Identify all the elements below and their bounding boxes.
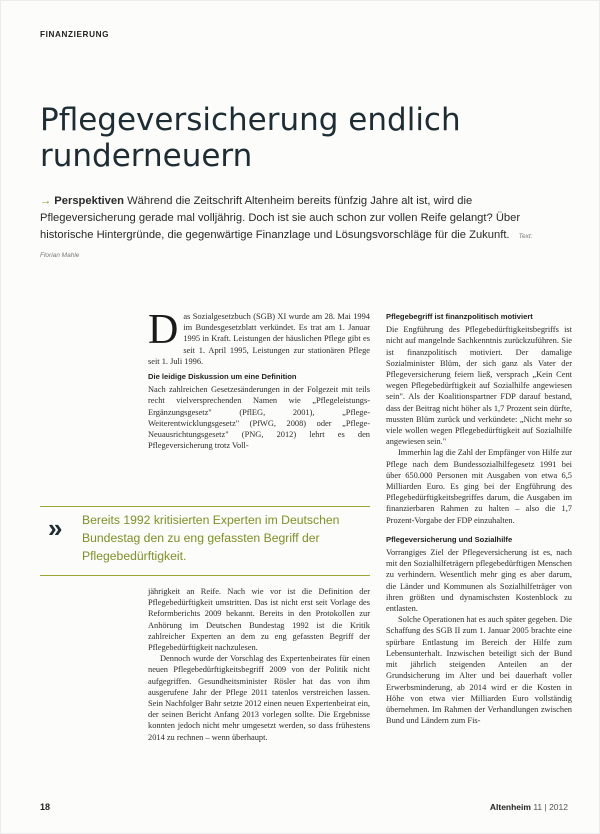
pull-quote xyxy=(40,506,370,576)
subheading: Pflegebegriff ist finanzpolitisch motiviert xyxy=(386,312,533,321)
body-paragraph: Die Engführung des Pflegebedürftigkeitsbegriffs ist nicht auf mangelnde Sachkenntnis zurückzuführen. Sie ist finanzpolitisch motiviert. Der damalige Sozialminister Blüm, der sich ganz als Vater der Pflegeversicherung feiern ließ, versprach „Kein Cent wegen Pflegebedürftigkeit auf Sozialhilfe angewiesen sein". Als der Koalitionspartner FDP darauf bestand, dass der Beitrag nicht höher als 1,7 Prozent sein dürfte, mussten Blüm zurück und verkündete: „Nicht mehr so viele wollen wegen Pflegebedürftigkeit auf Sozialhilfe angewiesen sein." xyxy=(386,325,572,447)
column-right xyxy=(386,311,572,726)
body-paragraph: Solche Operationen hat es auch später gegeben. Die Schaffung des SGB II zum 1. Januar 2005 brachte eine spürbare Entlastung im Bereich der Hilfe zum Lebensunterhalt. Inzwischen beteiligt sich der Bund mit jährlich steigenden Anteilen an der Grundsicherung im Alter und bei dauerhaft voller Erwerbsminderung, ab 2014 wird er die Kosten in Höhe von etwa vier Milliarden Euro vollständig übernehmen. Im Rahmen der Verhandlungen zwischen Bund und Ländern zum Fis- xyxy=(386,615,572,726)
magazine-footer xyxy=(490,802,568,812)
column-left-bottom xyxy=(148,586,370,743)
lead-paragraph xyxy=(40,193,550,264)
quote-mark-icon: » xyxy=(48,513,63,543)
subheading: Pflegeversicherung und Sozialhilfe xyxy=(386,534,513,544)
intro-text: as Sozialgesetzbuch (SGB) XI wurde am 28. Mai 1994 im Bundesgesetzblatt verkündet. Es trat am 1. Januar 1995 in Kraft. Leistungen der häuslichen Pflege gibt es seit 1. April 1995, Leistungen zur stationären Pflege seit 1. Juli 1996. xyxy=(148,312,370,366)
issue-number: 11 | 2012 xyxy=(533,802,568,812)
body-paragraph: Dennoch wurde der Vorschlag des Expertenbeirates für einen neuen Pflegebedürftigkeitsbegriff 2009 von der Politik nicht aufgegriffen. Gesundheitsminister Rösler hat das von ihm ausgerufene Jahr der Pflege 2011 tatenlos verstreichen lassen. Sein Nachfolger Bahr setzte 2012 einen neuen Expertenbeirat ein, der seinen Bericht Anfang 2013 vorlegen sollte. Die Ergebnisse konnten jedoch nicht mehr umgesetzt werden, so dass frühestens 2014 zu rechnen – wenn überhaupt. xyxy=(148,654,370,742)
lead-keyword: Perspektiven xyxy=(54,195,124,207)
intro-paragraph xyxy=(148,307,370,367)
column-left-top xyxy=(148,307,370,451)
pull-quote-text: Bereits 1992 kritisierten Experten im Deutschen Bundestag den zu eng gefassten Begriff der Pflegebedürftigkeit. xyxy=(82,513,340,563)
article-title: Pflegeversicherung endlich runderneuern xyxy=(40,102,461,174)
magazine-name: Altenheim xyxy=(489,802,531,812)
arrow-icon: → xyxy=(40,195,52,207)
drop-cap: D xyxy=(148,307,179,353)
lead-text: Während die Zeitschrift Altenheim bereits fünfzig Jahre alt ist, wird die Pflegeversicherung gerade mal volljährig. Doch ist sie auch schon zur vollen Reife gelangt? Über historische Hintergründe, die gegenwärtige Finanzlage und Lösungsvorschläge für die Zukunft. xyxy=(40,195,521,242)
subheading: Die leidige Diskussion um eine Definition xyxy=(148,372,297,382)
section-label: FINANZIERUNG xyxy=(40,30,110,39)
body-paragraph: jährigkeit an Reife. Nach wie vor ist die Definition der Pflegebedürftigkeit umstritten. Das ist nicht erst seit Vorlage des Reformberichts 2009 bekannt. Bereits in den Protokollen zur Anhörung im Deutschen Bundestag 1992 ist die Kritik zahlreicher Experten an dem zu eng gefassten Begriff der Pflegebedürftigkeit nachzulesen. xyxy=(148,587,370,653)
body-paragraph: Immerhin lag die Zahl der Empfänger von Hilfe zur Pflege nach dem Bundessozialhilfegesetz 1991 bei über 650.000 Personen mit Ausgaben von etwa 6,5 Milliarden Euro. Es ging bei der Engführung des Pflegebedürftigkeitsbegriffes darum, die Ausgaben im finanzierbaren Rahmen zu halten – also die 1,7 Prozent-Vorgabe der FDP einzuhalten. xyxy=(386,448,572,525)
byline: Text: Florian Mahle xyxy=(40,233,533,259)
body-paragraph: Vorrangiges Ziel der Pflegeversicherung ist es, nach mit den Sozialhilfeträgern pflegebedürftigen Menschen zu verhindern. Wesentlich mehr ging es aber darum, die Länder und Kommunen als Sozialhilfeträger von ihren größten und dynamischsten Kostenblock zu entlasten. xyxy=(386,548,572,614)
page-number: 18 xyxy=(40,802,51,812)
body-paragraph: Nach zahlreichen Gesetzesänderungen in der Folgezeit mit teils recht vielversprechenden Namen wie „Pflegeleistungs-Ergänzungsgesetz" (PflEG, 2001), „Pflege-Weiterentwicklungsgesetz" (PfWG, 2008) oder „Pflege-Neuausrichtungsgesetz" (PNG, 2012) lehrt es den Pflegeversicherung trotz Voll- xyxy=(148,385,370,451)
